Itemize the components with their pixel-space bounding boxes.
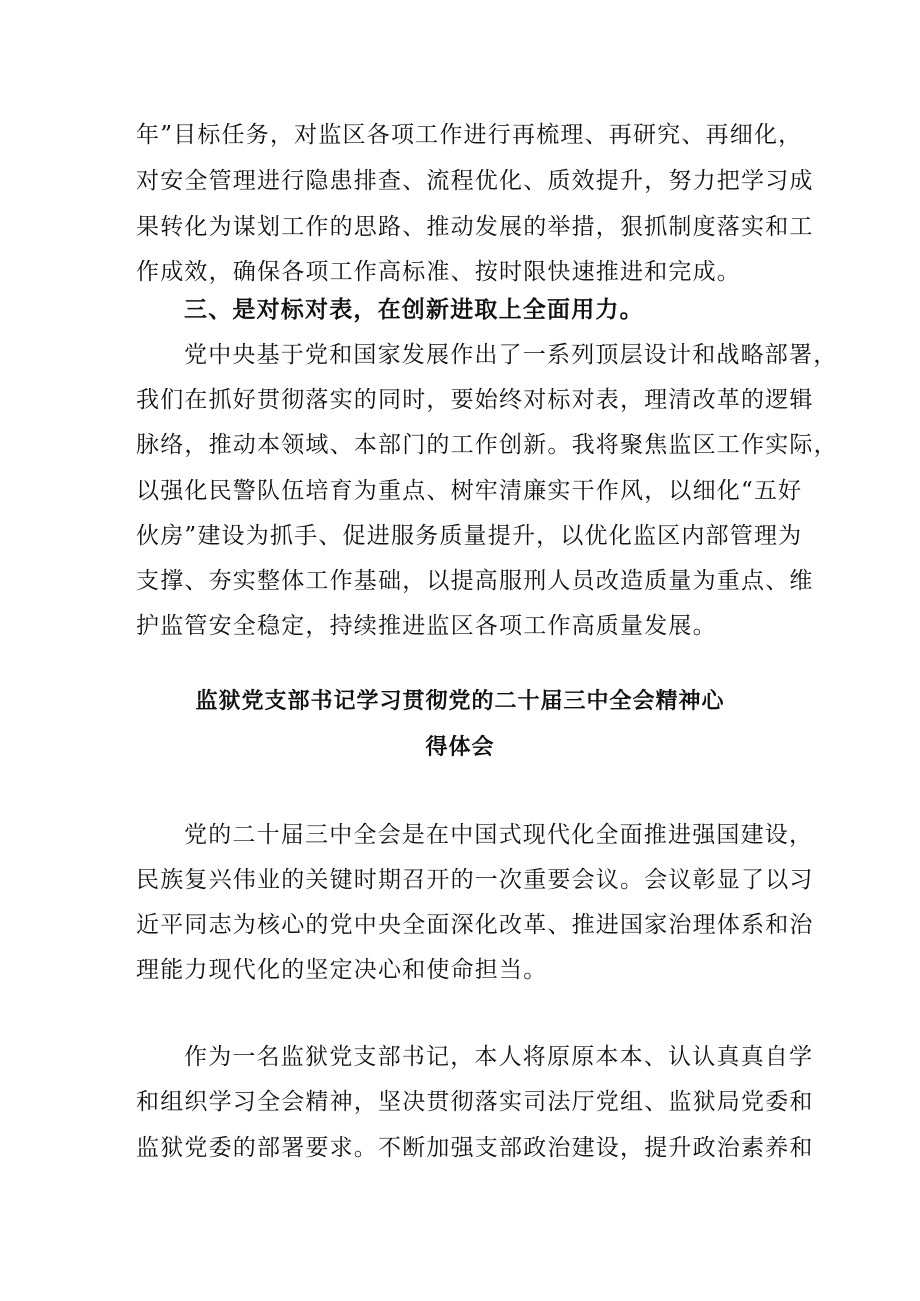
paragraph-line: 近平同志为核心的党中央全面深化改革、推进国家治理体系和治 xyxy=(136,912,814,938)
paragraph-line: 支撑、夯实整体工作基础，以提高服刑人员改造质量为重点、维 xyxy=(136,568,814,594)
section-heading: 三、是对标对表，在创新进取上全面用力。 xyxy=(184,296,644,323)
paragraph-line: 作为一名监狱党支部书记，本人将原原本本、认认真真自学 xyxy=(184,1044,814,1070)
paragraph-line: 对安全管理进行隐患排查、流程优化、质效提升，努力把学习成 xyxy=(136,168,814,194)
paragraph-line: 果转化为谋划工作的思路、推动发展的举措，狠抓制度落实和工 xyxy=(136,214,814,240)
paragraph-line: 和组织学习全会精神，坚决贯彻落实司法厅党组、监狱局党委和 xyxy=(136,1089,814,1115)
paragraph-line: 党的二十届三中全会是在中国式现代化全面推进强国建设， xyxy=(184,822,814,848)
paragraph-line: 护监管安全稳定，持续推进监区各项工作高质量发展。 xyxy=(136,613,717,639)
paragraph-line: 党中央基于党和国家发展作出了一系列顶层设计和战略部署， xyxy=(184,342,838,368)
paragraph-line: 民族复兴伟业的关键时期召开的一次重要会议。会议彰显了以习 xyxy=(136,867,814,893)
paragraph-line: 理能力现代化的坚定决心和使命担当。 xyxy=(136,957,548,983)
paragraph-line: 伙房”建设为抓手、促进服务质量提升，以优化监区内部管理为 xyxy=(136,523,803,549)
paragraph-line: 年”目标任务，对监区各项工作进行再梳理、再研究、再细化， xyxy=(136,122,803,148)
article-title: 监狱党支部书记学习贯彻党的二十届三中全会精神心 xyxy=(195,689,725,714)
article-title-continued: 得体会 xyxy=(425,735,495,760)
paragraph-line: 作成效，确保各项工作高标准、按时限快速推进和完成。 xyxy=(136,259,741,285)
paragraph-line: 以强化民警队伍培育为重点、树牢清廉实干作风，以细化“五好 xyxy=(136,478,803,504)
paragraph-line: 监狱党委的部署要求。不断加强支部政治建设，提升政治素养和 xyxy=(136,1135,814,1161)
paragraph-line: 我们在抓好贯彻落实的同时，要始终对标对表，理清改革的逻辑 xyxy=(136,387,814,413)
paragraph-line: 脉络，推动本领域、本部门的工作创新。我将聚焦监区工作实际， xyxy=(136,432,838,458)
